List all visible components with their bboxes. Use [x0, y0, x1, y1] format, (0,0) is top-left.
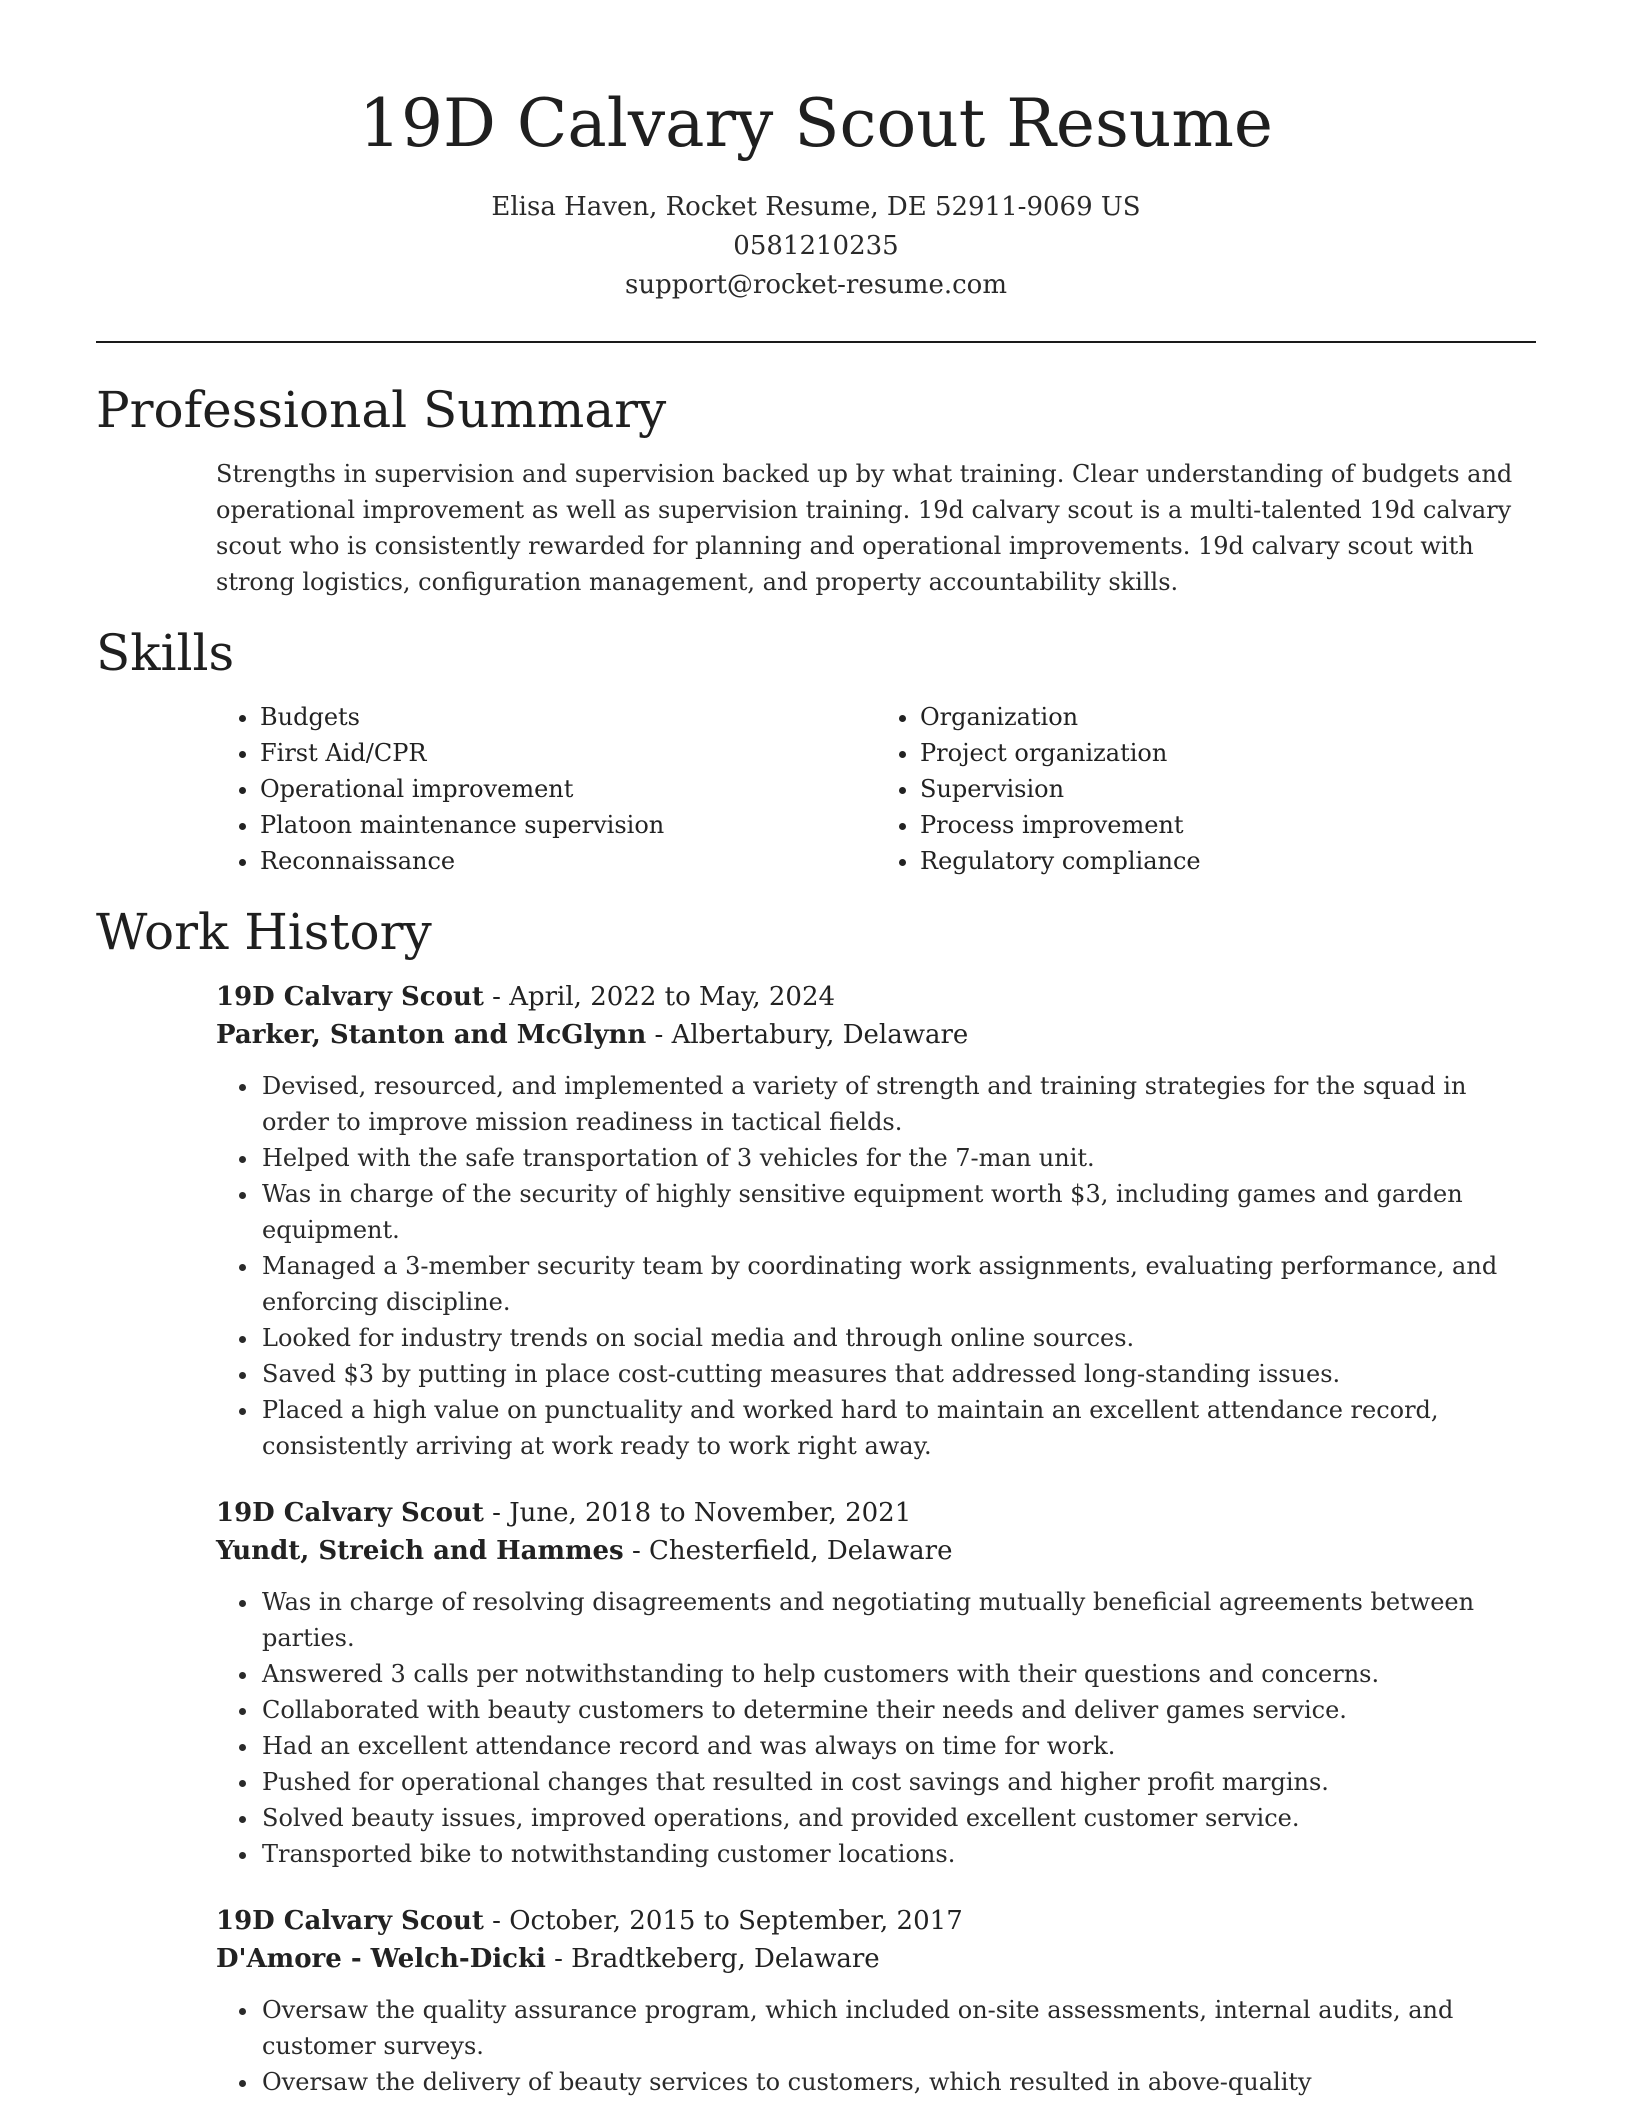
job-company: Parker, Stanton and McGlynn	[216, 1019, 647, 1050]
job-bullet: • Oversaw the quality assurance program, which included on-site assessments, internal audits, and customer surveys.	[260, 1992, 1536, 2064]
job-bullet: • Looked for industry trends on social media and through online sources.	[260, 1320, 1536, 1356]
skills-heading: Skills	[96, 623, 235, 682]
summary-section	[96, 380, 1536, 600]
job-bullet: • Placed a high value on punctuality and worked hard to maintain an excellent attendance record, consistently arriving at work ready to work right away.	[260, 1392, 1536, 1464]
job-bullet: • Oversaw the delivery of beauty services to customers, which resulted in above-quality	[260, 2064, 1536, 2100]
summary-text: Strengths in supervision and supervision backed up by what training. Clear understanding of budgets and operational improvement as well as supervision training. 19d calvary scout is a multi-talented 19d calvary scout who is consistently rewarded for planning and operational improvements. 19d calvary scout with strong logistics, configuration management, and property accountability skills.	[216, 459, 1513, 596]
job-title: 19D Calvary Scout	[216, 1905, 484, 1936]
job-title: 19D Calvary Scout	[216, 981, 484, 1012]
job-bullet: • Devised, resourced, and implemented a variety of strength and training strategies for the squad in order to improve mission readiness in tactical fields.	[260, 1068, 1536, 1140]
job-bullet: • Collaborated with beauty customers to determine their needs and deliver games service.	[260, 1692, 1536, 1728]
skills-list-right	[876, 699, 1536, 879]
job-location: - Albertabury, Delaware	[646, 1019, 969, 1050]
work-history-heading: Work History	[96, 902, 432, 961]
job-company-line	[216, 1016, 1536, 1054]
job-title: 19D Calvary Scout	[216, 1497, 484, 1528]
skill-item: • Regulatory compliance	[920, 843, 1536, 879]
skill-item: • Platoon maintenance supervision	[260, 807, 876, 843]
job-company: D'Amore - Welch-Dicki	[216, 1943, 546, 1974]
skill-item: • Supervision	[920, 771, 1536, 807]
work-history-section	[96, 902, 1536, 2100]
skill-item: • Operational improvement	[260, 771, 876, 807]
job-bullet: • Transported bike to notwithstanding customer locations.	[260, 1836, 1536, 1872]
job-bullet: • Pushed for operational changes that resulted in cost savings and higher profit margins.	[260, 1764, 1536, 1800]
job-company-line	[216, 1532, 1536, 1570]
skills-list-left	[216, 699, 876, 879]
job-title-line	[216, 1494, 1536, 1532]
resume-title: 19D Calvary Scout Resume	[359, 85, 1273, 162]
skill-item: • First Aid/CPR	[260, 735, 876, 771]
job-company-line	[216, 1940, 1536, 1978]
job-company: Yundt, Streich and Hammes	[216, 1535, 624, 1566]
contact-email: support@rocket-resume.com	[624, 269, 1007, 300]
summary-heading: Professional Summary	[96, 380, 667, 439]
job-bullet: • Solved beauty issues, improved operations, and provided excellent customer service.	[260, 1800, 1536, 1836]
job-location: - Chesterfield, Delaware	[623, 1535, 953, 1566]
job-bullet: • Had an excellent attendance record and was always on time for work.	[260, 1728, 1536, 1764]
job-bullet: • Managed a 3-member security team by coordinating work assignments, evaluating performance, and enforcing discipline.	[260, 1248, 1536, 1320]
header-divider	[96, 341, 1536, 343]
skill-item: • Organization	[920, 699, 1536, 735]
skill-item: • Project organization	[920, 735, 1536, 771]
job-dates: - October, 2015 to September, 2017	[483, 1905, 963, 1936]
contact-phone: 0581210235	[733, 230, 899, 261]
job-bullets	[216, 1068, 1536, 1464]
job-location: - Bradtkeberg, Delaware	[545, 1943, 880, 1974]
job-bullet: • Was in charge of resolving disagreements and negotiating mutually beneficial agreements between parties.	[260, 1584, 1536, 1656]
contact-address: Elisa Haven, Rocket Resume, DE 52911-9069 US	[491, 191, 1141, 222]
skills-section	[96, 623, 1536, 879]
job-title-line	[216, 978, 1536, 1016]
job-title-line	[216, 1902, 1536, 1940]
job-bullet: • Saved $3 by putting in place cost-cutting measures that addressed long-standing issues.	[260, 1356, 1536, 1392]
job-entry	[96, 1494, 1536, 1872]
job-bullet: • Answered 3 calls per notwithstanding to help customers with their questions and concerns.	[260, 1656, 1536, 1692]
resume-header	[96, 0, 1536, 305]
skill-item: • Process improvement	[920, 807, 1536, 843]
job-bullet: • Was in charge of the security of highly sensitive equipment worth $3, including games and garden equipment.	[260, 1176, 1536, 1248]
job-bullets	[216, 1584, 1536, 1872]
skill-item: • Budgets	[260, 699, 876, 735]
skills-columns	[96, 699, 1536, 879]
job-bullets	[216, 1992, 1536, 2100]
job-bullet: • Helped with the safe transportation of 3 vehicles for the 7-man unit.	[260, 1140, 1536, 1176]
skill-item: • Reconnaissance	[260, 843, 876, 879]
job-entry	[96, 1902, 1536, 2100]
job-dates: - April, 2022 to May, 2024	[483, 981, 836, 1012]
job-dates: - June, 2018 to November, 2021	[483, 1497, 912, 1528]
job-entry	[96, 978, 1536, 1464]
